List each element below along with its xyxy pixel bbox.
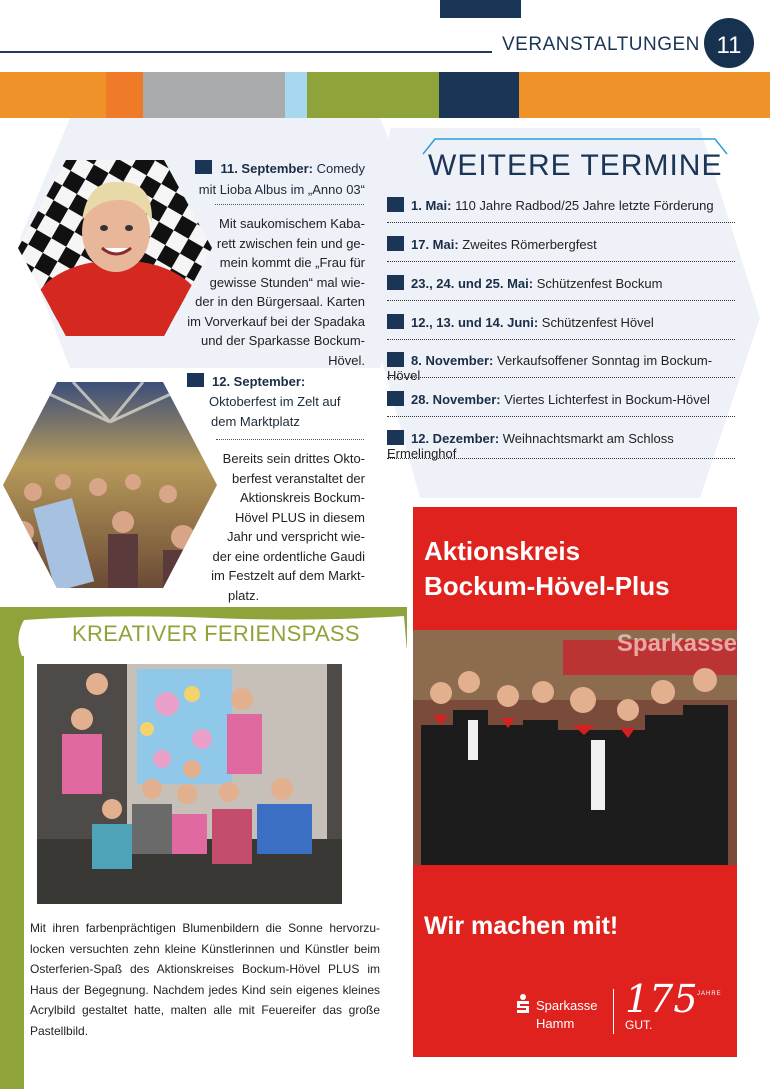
termin-item: 17. Mai: Zweites Römerbergfest xyxy=(387,236,735,258)
page-number: 11 xyxy=(704,18,754,68)
divider xyxy=(387,458,735,459)
termin-item: 23., 24. und 25. Mai: Schützenfest Bockum xyxy=(387,275,735,297)
divider xyxy=(216,439,364,440)
termin-item: 8. November: Verkaufsoffener Sonntag im Bockum-Hövel xyxy=(387,353,713,383)
bullet-square xyxy=(387,391,404,406)
bullet-square xyxy=(387,314,404,329)
oktoberfest-photo xyxy=(3,382,217,588)
ferienspass-body: Mit ihren farbenprächtigen Blumenbildern die Sonne hervorzu- locken versuchten zehn kleine Künstlerinnen und Künstler beim Osterferien-Spaß des Aktionskreises Bockum-Hövel PLUS im Haus der Begegnung. Nachdem jedes Kind sein eigenes kleines Acrylbild gestaltet hatte, malten alle mit Feuereifer das große Pastellbild. xyxy=(30,921,380,1038)
team-photo xyxy=(413,630,737,865)
divider xyxy=(387,377,735,378)
header-tab xyxy=(440,0,521,18)
section-title: VERANSTALTUNGEN xyxy=(502,34,700,55)
weitere-termine-title: WEITERE TERMINE xyxy=(428,149,723,182)
event-1-heading: 11. September: Comedy mit Lioba Albus im „Anno 03“ xyxy=(184,158,365,200)
termin-item: 28. November: Viertes Lichterfest in Bockum-Hövel xyxy=(387,391,735,413)
color-bar xyxy=(0,72,770,118)
ad-title: Aktionskreis Bockum-Hövel-Plus xyxy=(424,536,670,601)
ferienspass-title: KREATIVER FERIENSPASS xyxy=(72,621,360,646)
event-1-body: Mit saukomischem Kaba- rett zwischen fein und ge- mein kommt die „Frau für gewisse Stunden“ mal wie- der in den Bürgersaal. Karten im Vorverkauf bei der Spadaka und der Sparkasse Bockum-Hövel. xyxy=(187,216,365,368)
divider xyxy=(387,300,735,301)
termin-item: 12. Dezember: Weihnachtsmarkt am Schloss Ermelinghof xyxy=(387,431,674,461)
divider xyxy=(387,222,735,223)
event-2-heading: 12. September: Oktoberfest im Zelt auf dem Marktplatz xyxy=(187,372,357,432)
termin-item: 1. Mai: 110 Jahre Radbod/25 Jahre letzte Förderung xyxy=(387,197,735,219)
divider xyxy=(387,261,735,262)
sparkasse-name: Sparkasse Hamm xyxy=(536,998,598,1031)
divider xyxy=(387,339,735,340)
logo-divider xyxy=(613,989,614,1034)
building-sign: Sparkasse xyxy=(616,630,737,657)
event-2-body: Bereits sein drittes Okto- berfest veranstaltet der Aktionskreis Bockum- Hövel PLUS in diesem Jahr und verspricht wie- der eine ordentliche Gaudi im Festzelt auf dem Markt- platz. xyxy=(211,451,365,603)
bullet-square xyxy=(387,275,404,290)
bullet-square xyxy=(195,160,212,174)
header-rule xyxy=(0,51,492,53)
sparkasse-s-icon xyxy=(516,994,530,1017)
bullet-square xyxy=(387,236,404,251)
bullet-square xyxy=(387,197,404,212)
ad-slogan: Wir machen mit! xyxy=(424,912,619,940)
bullet-square xyxy=(387,430,404,445)
termin-item: 12., 13. und 14. Juni: Schützenfest Hövel xyxy=(387,314,735,336)
sparkasse-advertisement[interactable] xyxy=(413,507,737,1057)
bullet-square xyxy=(387,352,404,367)
bullet-square xyxy=(187,373,204,387)
anniversary-number: 175 xyxy=(625,977,698,1021)
anniversary-word: GUT. xyxy=(625,1018,653,1032)
divider xyxy=(387,416,735,417)
anniversary-small: JAHRE xyxy=(697,991,722,997)
divider xyxy=(215,204,364,205)
children-photo xyxy=(37,664,342,904)
